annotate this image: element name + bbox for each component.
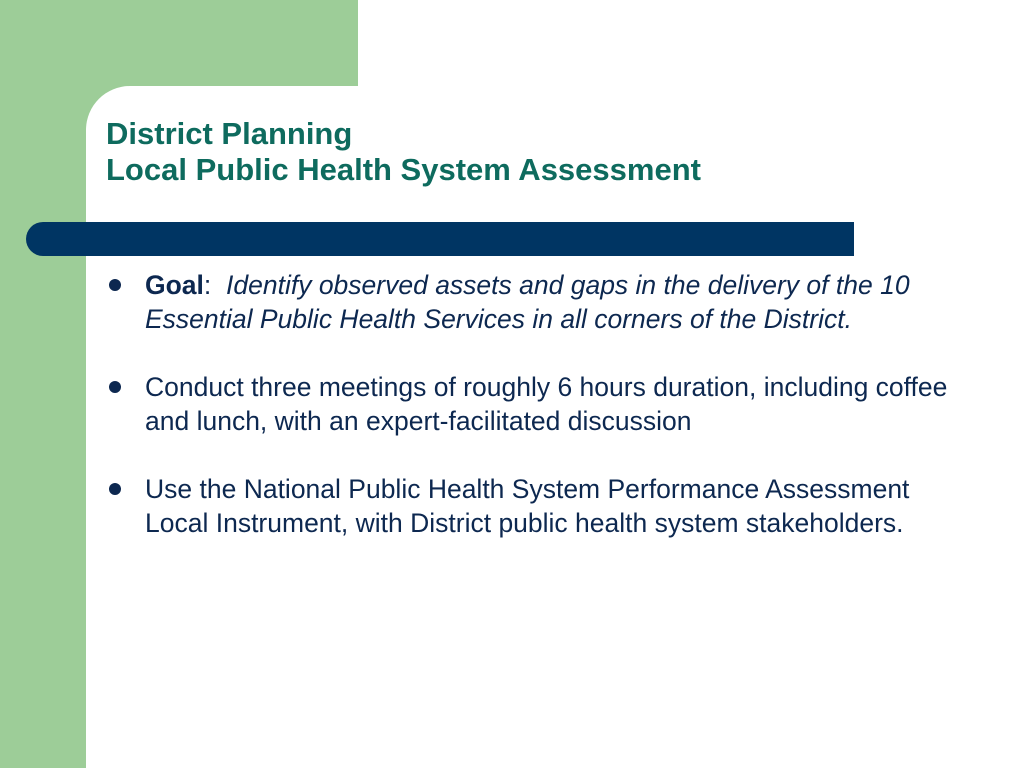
goal-label: Goal — [145, 270, 204, 300]
bullet-dot-icon — [109, 381, 121, 393]
bullet-meetings — [106, 370, 966, 438]
bullet-instrument — [106, 472, 966, 540]
bullet-goal — [106, 268, 966, 336]
title-line-2: Local Public Health System Assessment — [106, 152, 701, 187]
bullet-list — [106, 268, 966, 574]
goal-colon: : — [203, 270, 212, 300]
title-line-1: District Planning — [106, 116, 353, 151]
bullet-text: Use the National Public Health System Performance Assessment Local Instrument, with District public health system stakeholders. — [145, 474, 910, 538]
title-divider-bar — [26, 222, 854, 256]
bullet-text: Conduct three meetings of roughly 6 hours duration, including coffee and lunch, with an expert-facilitated discussion — [145, 372, 948, 436]
bullet-dot-icon — [109, 279, 121, 291]
bullet-dot-icon — [109, 483, 121, 495]
slide-title — [106, 116, 701, 188]
goal-text: Identify observed assets and gaps in the delivery of the 10 Essential Public Health Services in all corners of the District. — [145, 270, 910, 334]
